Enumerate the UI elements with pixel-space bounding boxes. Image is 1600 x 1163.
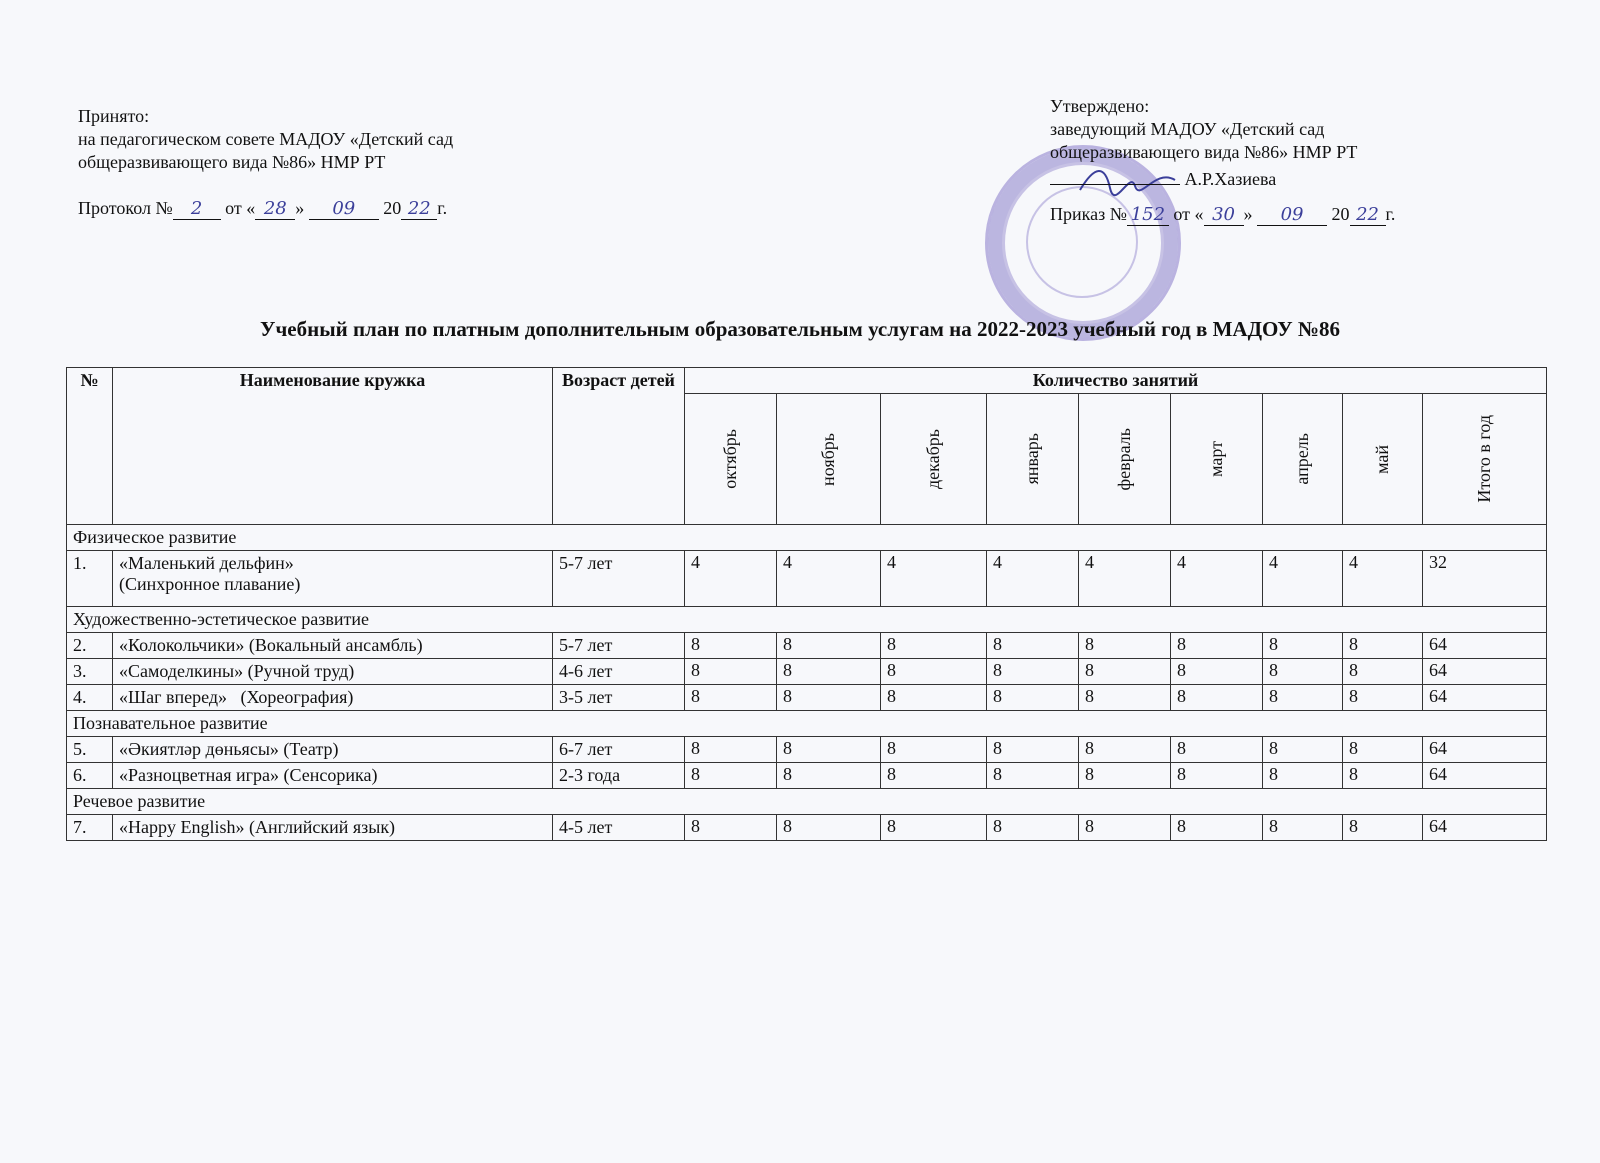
section-title: Художественно-эстетическое развитие bbox=[67, 607, 1547, 633]
table-row bbox=[67, 633, 1547, 659]
protocol-day: 28 bbox=[255, 199, 295, 220]
row-name: «Самоделкины» (Ручной труд) bbox=[113, 659, 553, 685]
order-year-end: г. bbox=[1385, 204, 1396, 224]
row-value: 4 bbox=[1171, 551, 1263, 607]
protocol-from: от « bbox=[225, 198, 256, 218]
row-num: 5. bbox=[67, 737, 113, 763]
approved-heading: Утверждено: bbox=[1050, 96, 1150, 116]
row-value: 8 bbox=[685, 633, 777, 659]
row-value: 8 bbox=[1343, 763, 1423, 789]
row-total: 64 bbox=[1423, 685, 1547, 711]
month-header: январь bbox=[987, 394, 1079, 525]
row-total: 64 bbox=[1423, 815, 1547, 841]
month-header: февраль bbox=[1079, 394, 1171, 525]
row-total: 64 bbox=[1423, 763, 1547, 789]
table-row bbox=[67, 763, 1547, 789]
row-value: 8 bbox=[685, 737, 777, 763]
order-month: 09 bbox=[1257, 205, 1327, 226]
row-value: 8 bbox=[1171, 685, 1263, 711]
signer-name: А.Р.Хазиева bbox=[1184, 169, 1277, 189]
row-value: 8 bbox=[1079, 815, 1171, 841]
row-name: «Шаг вперед» (Хореография) bbox=[113, 685, 553, 711]
row-age: 4-5 лет bbox=[553, 815, 685, 841]
protocol-year-prefix: 20 bbox=[383, 198, 402, 218]
row-num: 3. bbox=[67, 659, 113, 685]
row-value: 8 bbox=[685, 815, 777, 841]
accepted-line-1: на педагогическом совете МАДОУ «Детский сад bbox=[78, 129, 454, 149]
row-value: 8 bbox=[881, 763, 987, 789]
row-value: 8 bbox=[777, 763, 881, 789]
protocol-month: 09 bbox=[309, 199, 379, 220]
row-value: 8 bbox=[1079, 763, 1171, 789]
row-num: 7. bbox=[67, 815, 113, 841]
accepted-block bbox=[78, 105, 598, 220]
row-value: 4 bbox=[1343, 551, 1423, 607]
row-value: 8 bbox=[987, 659, 1079, 685]
row-name: «Әкиятләр дөньясы» (Театр) bbox=[113, 737, 553, 763]
table-row bbox=[67, 659, 1547, 685]
row-age: 2-3 года bbox=[553, 763, 685, 789]
row-value: 8 bbox=[881, 815, 987, 841]
header-count: Количество занятий bbox=[685, 368, 1547, 394]
row-value: 4 bbox=[777, 551, 881, 607]
row-value: 8 bbox=[777, 633, 881, 659]
total-header: Итого в год bbox=[1423, 394, 1547, 525]
study-plan-table bbox=[66, 367, 1547, 841]
table-row bbox=[67, 737, 1547, 763]
row-value: 8 bbox=[1079, 685, 1171, 711]
signer-line bbox=[1050, 164, 1550, 191]
row-value: 4 bbox=[685, 551, 777, 607]
order-quote: » bbox=[1243, 204, 1253, 224]
row-value: 4 bbox=[881, 551, 987, 607]
protocol-prefix: Протокол № bbox=[78, 198, 173, 218]
section-title: Физическое развитие bbox=[67, 525, 1547, 551]
month-header: апрель bbox=[1263, 394, 1343, 525]
row-num: 2. bbox=[67, 633, 113, 659]
row-value: 8 bbox=[1263, 763, 1343, 789]
row-value: 4 bbox=[1263, 551, 1343, 607]
order-prefix: Приказ № bbox=[1050, 204, 1127, 224]
row-total: 64 bbox=[1423, 633, 1547, 659]
row-value: 8 bbox=[685, 763, 777, 789]
row-value: 8 bbox=[1343, 815, 1423, 841]
row-value: 4 bbox=[1079, 551, 1171, 607]
row-value: 8 bbox=[1171, 815, 1263, 841]
row-value: 8 bbox=[1343, 737, 1423, 763]
row-name: «Разноцветная игра» (Сенсорика) bbox=[113, 763, 553, 789]
row-value: 8 bbox=[881, 685, 987, 711]
month-header: декабрь bbox=[881, 394, 987, 525]
month-header: март bbox=[1171, 394, 1263, 525]
row-name: «Маленький дельфин» (Синхронное плавание) bbox=[113, 551, 553, 607]
row-value: 8 bbox=[1263, 815, 1343, 841]
order-number: 152 bbox=[1127, 205, 1169, 226]
order-from: от « bbox=[1173, 204, 1204, 224]
row-value: 8 bbox=[987, 633, 1079, 659]
protocol-year-end: г. bbox=[437, 198, 448, 218]
protocol-year-suffix: 22 bbox=[401, 199, 437, 220]
section-title: Познавательное развитие bbox=[67, 711, 1547, 737]
row-value: 8 bbox=[777, 659, 881, 685]
row-value: 8 bbox=[1171, 659, 1263, 685]
order-day: 30 bbox=[1204, 205, 1244, 226]
table-row bbox=[67, 551, 1547, 607]
approved-line-2: общеразвивающего вида №86» НМР РТ bbox=[1050, 142, 1358, 162]
row-value: 8 bbox=[881, 737, 987, 763]
order-year-prefix: 20 bbox=[1331, 204, 1350, 224]
section-title: Речевое развитие bbox=[67, 789, 1547, 815]
header-name: Наименование кружка bbox=[113, 368, 553, 525]
row-value: 8 bbox=[777, 685, 881, 711]
row-age: 3-5 лет bbox=[553, 685, 685, 711]
row-age: 4-6 лет bbox=[553, 659, 685, 685]
row-value: 8 bbox=[1079, 737, 1171, 763]
row-value: 8 bbox=[1343, 659, 1423, 685]
row-total: 32 bbox=[1423, 551, 1547, 607]
row-age: 5-7 лет bbox=[553, 551, 685, 607]
row-num: 6. bbox=[67, 763, 113, 789]
protocol-number: 2 bbox=[173, 199, 221, 220]
row-age: 6-7 лет bbox=[553, 737, 685, 763]
row-num: 1. bbox=[67, 551, 113, 607]
row-num: 4. bbox=[67, 685, 113, 711]
approved-block bbox=[1050, 95, 1550, 226]
protocol-line bbox=[78, 197, 598, 220]
row-value: 8 bbox=[1171, 633, 1263, 659]
row-value: 8 bbox=[777, 815, 881, 841]
row-value: 8 bbox=[1263, 737, 1343, 763]
row-value: 8 bbox=[881, 659, 987, 685]
month-header: октябрь bbox=[685, 394, 777, 525]
row-value: 8 bbox=[1343, 685, 1423, 711]
approved-line-1: заведующий МАДОУ «Детский сад bbox=[1050, 119, 1325, 139]
row-value: 8 bbox=[1263, 685, 1343, 711]
row-value: 8 bbox=[987, 763, 1079, 789]
row-total: 64 bbox=[1423, 737, 1547, 763]
order-year-suffix: 22 bbox=[1350, 205, 1386, 226]
row-value: 8 bbox=[685, 659, 777, 685]
month-header: май bbox=[1343, 394, 1423, 525]
row-total: 64 bbox=[1423, 659, 1547, 685]
row-value: 8 bbox=[777, 737, 881, 763]
row-name: «Happy English» (Английский язык) bbox=[113, 815, 553, 841]
row-name: «Колокольчики» (Вокальный ансамбль) bbox=[113, 633, 553, 659]
order-line bbox=[1050, 203, 1550, 226]
row-value: 8 bbox=[1079, 659, 1171, 685]
row-value: 8 bbox=[1171, 737, 1263, 763]
table-row bbox=[67, 815, 1547, 841]
row-value: 8 bbox=[987, 737, 1079, 763]
row-age: 5-7 лет bbox=[553, 633, 685, 659]
row-value: 8 bbox=[1263, 659, 1343, 685]
row-value: 8 bbox=[1263, 633, 1343, 659]
header-num: № bbox=[67, 368, 113, 525]
month-header: ноябрь bbox=[777, 394, 881, 525]
accepted-line-2: общеразвивающего вида №86» НМР РТ bbox=[78, 152, 386, 172]
row-value: 8 bbox=[987, 815, 1079, 841]
row-value: 8 bbox=[987, 685, 1079, 711]
accepted-heading: Принято: bbox=[78, 106, 150, 126]
row-value: 8 bbox=[1343, 633, 1423, 659]
row-value: 8 bbox=[1171, 763, 1263, 789]
row-value: 4 bbox=[987, 551, 1079, 607]
row-value: 8 bbox=[685, 685, 777, 711]
protocol-quote: » bbox=[295, 198, 305, 218]
row-value: 8 bbox=[1079, 633, 1171, 659]
row-value: 8 bbox=[881, 633, 987, 659]
header-age: Возраст детей bbox=[553, 368, 685, 525]
table-row bbox=[67, 685, 1547, 711]
document-title: Учебный план по платным дополнительным образовательным услугам на 2022-2023 учебный год в МАДОУ №86 bbox=[260, 317, 1340, 341]
